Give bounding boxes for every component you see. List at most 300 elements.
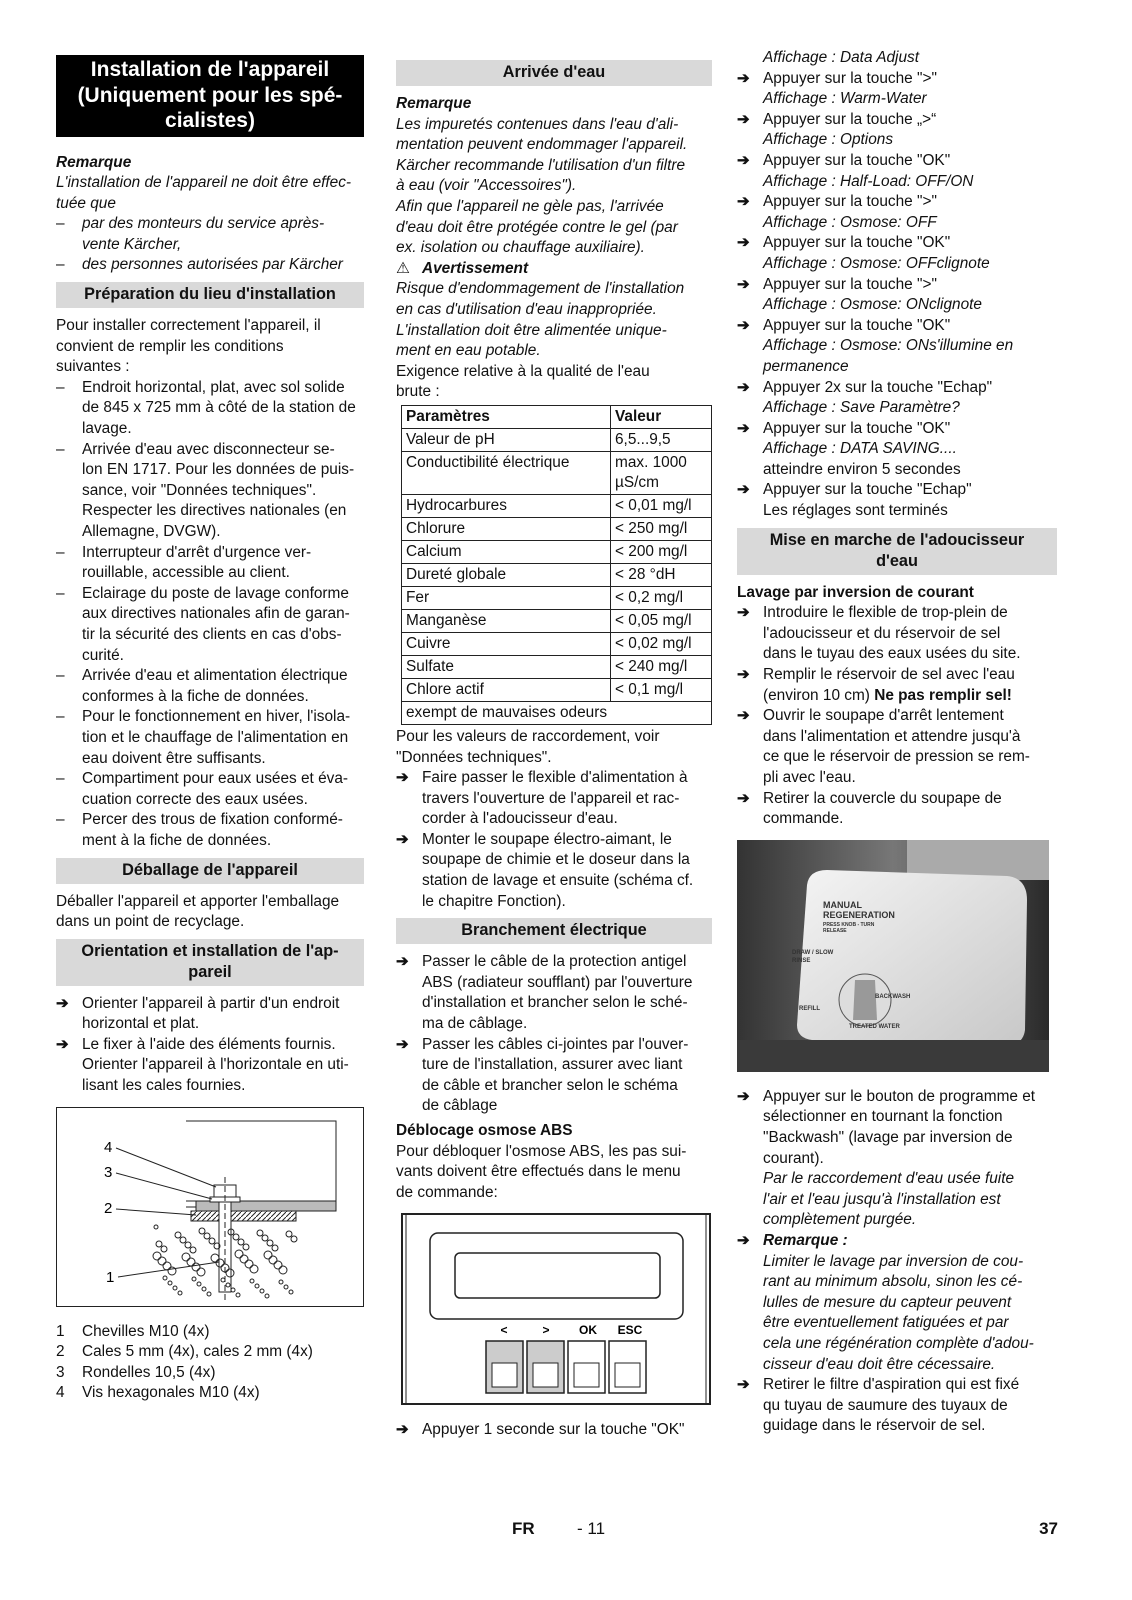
figure-label: PRESS KNOB - TURN [823, 921, 875, 928]
table-footer-row [402, 701, 712, 724]
figure-shape [737, 1040, 1049, 1072]
legend-number: 1 [56, 1322, 65, 1340]
table-cell: < 28 °dH [611, 563, 712, 586]
arrow-right-icon: ➔ [737, 193, 750, 211]
list-item [56, 214, 364, 255]
figure [56, 1107, 364, 1312]
list-item [56, 543, 364, 584]
display-message [737, 398, 1057, 419]
dash-bullet: – [56, 378, 65, 396]
text-line: pli avec l'eau. [763, 769, 856, 786]
display-message [737, 1169, 1057, 1231]
anchor-bolt-diagram [56, 1107, 364, 1307]
section-title-main [56, 55, 364, 137]
legend-item [56, 1383, 364, 1404]
text-line: Retirer le filtre d'aspiration qui est fixé [763, 1376, 1020, 1394]
text-line: Allemagne, DVGW). [82, 523, 221, 540]
legend-item [56, 1322, 364, 1343]
text-line: travers l'ouverture de l'appareil et rac- [422, 789, 680, 807]
text-line: curité. [82, 646, 124, 664]
arrow-right-icon: ➔ [737, 378, 750, 396]
section-heading [56, 282, 364, 308]
text-line: Eclairage du poste de lavage conforme [82, 584, 349, 602]
legend-number: 3 [56, 1363, 65, 1381]
legend-number: 2 [56, 1343, 65, 1361]
display-message [737, 1252, 1057, 1376]
figure-label: MANUAL [823, 899, 862, 910]
instruction-step [396, 830, 712, 912]
text-line: "Backwash" (lavage par inversion de [763, 1128, 1013, 1146]
subheading [396, 1121, 712, 1142]
text-line: L'installation de l'appareil ne doit être effec- [56, 174, 352, 192]
text-segment: Ne pas remplir sel! [874, 686, 1012, 704]
arrow-right-icon: ➔ [737, 789, 750, 807]
arrow-right-icon: ➔ [737, 419, 750, 437]
text-line: l'adoucisseur et du réservoir de sel [763, 624, 1001, 642]
text-line: Installation de l'appareil [90, 58, 330, 81]
control-panel-diagram [396, 1213, 712, 1405]
instruction-step [737, 1375, 1057, 1437]
figure-shape [191, 1211, 296, 1221]
instruction-step [737, 419, 1057, 440]
text-line: Rondelles 10,5 (4x) [82, 1363, 216, 1381]
table-cell: < 0,2 mg/l [611, 586, 712, 609]
figure [396, 1213, 712, 1410]
text-line: ex. isolation ou chauffage auxiliaire). [396, 239, 645, 257]
text-line: dans l'alimentation et attendre jusqu'à [763, 727, 1021, 745]
text-line: des personnes autorisées par Kärcher [82, 256, 343, 274]
text-line: complètement purgée. [763, 1211, 917, 1229]
section-heading [56, 858, 364, 884]
text-line: Avertissement [422, 259, 529, 277]
dash-bullet: – [56, 708, 65, 726]
figure-label: RINSE [792, 957, 811, 964]
list-item [56, 707, 364, 769]
text-line: ABS (radiateur soufflant) par l'ouverture [422, 973, 693, 991]
figure-label: 3 [104, 1163, 113, 1181]
text-line: de câblage [422, 1097, 498, 1115]
text-line: permanence [763, 357, 849, 375]
table-header-cell: Valeur [611, 405, 712, 428]
text-line: Appuyer sur la touche "OK" [763, 316, 951, 334]
text-line: Orienter l'appareil à partir d'un endroit [82, 994, 340, 1012]
text-line: par des monteurs du service après- [82, 215, 325, 233]
arrow-right-icon: ➔ [737, 1231, 750, 1249]
text-line: d'eau [876, 551, 918, 570]
instruction-step [396, 768, 712, 830]
table-cell: Fer [402, 586, 611, 609]
legend-item [56, 1363, 364, 1384]
arrow-right-icon: ➔ [396, 1421, 409, 1439]
figure-shape [533, 1363, 558, 1387]
text-line: Affichage : Osmose: OFF [763, 213, 937, 231]
table-cell: < 0,1 mg/l [611, 678, 712, 701]
text-line: convient de remplir les conditions [56, 337, 284, 355]
figure-shape [797, 870, 1027, 1045]
text-line: cuation correcte des eaux usées. [82, 790, 308, 808]
section-heading [396, 60, 712, 86]
text-line: à eau (voir "Accessoires"). [396, 177, 577, 195]
text-line: Passer le câble de la protection antigel [422, 953, 687, 971]
instruction-step [396, 1420, 712, 1441]
table-row [402, 586, 712, 609]
column-right [737, 48, 1057, 1437]
display-message [737, 130, 1057, 151]
arrow-right-icon: ➔ [737, 481, 750, 499]
arrow-right-icon: ➔ [737, 316, 750, 334]
text-line: Introduire le flexible de trop-plein de [763, 604, 1008, 622]
text-line: Remplir le réservoir de sel avec l'eau [763, 666, 1015, 684]
text-line: Les réglages sont terminés [763, 502, 948, 520]
text-line: Percer des trous de fixation conformé- [82, 811, 343, 829]
text-line: Arrivée d'eau avec disconnecteur se- [82, 440, 335, 458]
figure-label: REGENERATION [823, 909, 895, 920]
table-row [402, 451, 712, 494]
table-cell: < 240 mg/l [611, 655, 712, 678]
text-line: dans un point de recyclage. [56, 913, 245, 931]
instruction-step [737, 275, 1057, 296]
paragraph [396, 362, 712, 403]
figure-label: BACKWASH [875, 993, 911, 1000]
instruction-step [737, 69, 1057, 90]
arrow-right-icon: ➔ [56, 1035, 69, 1053]
text-line: lavage. [82, 420, 132, 438]
text-line: Orienter l'appareil à l'horizontale en uti- [82, 1056, 349, 1074]
paragraph [56, 316, 364, 378]
dash-bullet: – [56, 667, 65, 685]
text-line: Affichage : Half-Load: OFF/ON [763, 172, 974, 190]
text-segment: (environ 10 cm) [763, 686, 875, 704]
table-row [402, 678, 712, 701]
text-line: Orientation et installation de l'ap- [81, 941, 339, 960]
table-cell: max. 1000 µS/cm [611, 451, 712, 494]
text-line: de câble et brancher selon le schéma [422, 1076, 678, 1094]
text-line: ce que le réservoir de pression se rem- [763, 748, 1030, 766]
figure-label: OK [579, 1323, 597, 1338]
table-cell: < 250 mg/l [611, 517, 712, 540]
text-line: Appuyer sur le bouton de programme et [763, 1087, 1036, 1105]
text-line: brute : [396, 383, 440, 401]
column-middle [396, 54, 712, 1441]
text-line: Appuyer sur la touche "OK" [763, 419, 951, 437]
figure-shape [615, 1363, 640, 1387]
instruction-step [737, 110, 1057, 131]
text-line: Respecter les directives nationales (en [82, 502, 347, 520]
text-line: Appuyer sur la touche „>“ [763, 110, 937, 128]
text-line: Les impuretés contenues dans l'eau d'ali- [396, 115, 679, 133]
text-line: rant au minimum absolu, sinon les cé- [763, 1273, 1023, 1291]
table-row [402, 609, 712, 632]
text-line: Vis hexagonales M10 (4x) [82, 1384, 260, 1402]
text-line: Appuyer sur la touche ">" [763, 275, 937, 293]
text-line: atteindre environ 5 secondes [763, 460, 961, 478]
table-cell: Calcium [402, 540, 611, 563]
text-line [763, 686, 1057, 707]
text-line: Appuyer sur la touche "OK" [763, 234, 951, 252]
text-line: Pour le fonctionnement en hiver, l'isola- [82, 708, 351, 726]
text-line: Limiter le lavage par inversion de cou- [763, 1252, 1024, 1270]
water-quality-table [401, 405, 712, 725]
dash-bullet: – [56, 770, 65, 788]
text-line: Affichage : Data Adjust [763, 49, 919, 66]
text-line: mentation peuvent endommager l'appareil. [396, 136, 688, 154]
text-line: Afin que l'appareil ne gèle pas, l'arrivée [396, 197, 664, 215]
text-line: Appuyer 2x sur la touche "Echap" [763, 378, 993, 396]
table-row [402, 494, 712, 517]
text-line: ment à la fiche de données. [82, 831, 272, 849]
table-cell: Dureté globale [402, 563, 611, 586]
text-line: Lavage par inversion de courant [737, 583, 974, 601]
paragraph [396, 1142, 712, 1204]
text-line: "Données techniques". [396, 748, 552, 766]
warning-title [396, 259, 712, 280]
figure-label: RELEASE [823, 927, 847, 934]
table-footer-cell: exempt de mauvaises odeurs [402, 701, 712, 724]
section-heading [737, 528, 1057, 575]
instruction-step [737, 603, 1057, 665]
instruction-step [737, 192, 1057, 213]
note-title [56, 153, 364, 174]
legend-number: 4 [56, 1384, 65, 1402]
text-line: commande. [763, 810, 844, 828]
subheading [737, 583, 1057, 604]
instruction-step [737, 1087, 1057, 1169]
text-line: lon EN 1717. Pour les données de puis- [82, 461, 355, 479]
section-heading [396, 918, 712, 944]
text-line: Affichage : Osmose: OFFclignote [763, 254, 990, 272]
text-line: conformes à la fiche de données. [82, 687, 309, 705]
text-line: Par le raccordement d'eau usée fuite [763, 1170, 1015, 1188]
text-line: aux directives nationales afin de garan- [82, 605, 350, 623]
text-line: tir la sécurité des clients en cas d'obs- [82, 625, 342, 643]
table-row [402, 563, 712, 586]
text-line: Chevilles M10 (4x) [82, 1322, 210, 1340]
list-item [56, 440, 364, 543]
section-heading [56, 939, 364, 986]
list-item [56, 769, 364, 810]
paragraph [56, 892, 364, 933]
text-line: lisant les cales fournies. [82, 1077, 246, 1095]
arrow-right-icon: ➔ [737, 604, 750, 622]
text-line: de commande: [396, 1183, 498, 1201]
text-line: cela une régénération complète d'adou- [763, 1334, 1034, 1352]
text-line: soupape de chimie et le doseur dans la [422, 851, 690, 869]
figure-shape [492, 1363, 517, 1387]
table-cell: 6,5...9,5 [611, 428, 712, 451]
text-line: Affichage : Osmose: ONclignote [763, 296, 982, 314]
text-line: qu tuyau de saumure des tuyaux de [763, 1396, 1008, 1414]
table-row [402, 540, 712, 563]
arrow-right-icon: ➔ [396, 953, 409, 971]
table-cell: Chlore actif [402, 678, 611, 701]
dash-bullet: – [56, 440, 65, 458]
text-line: Remarque [396, 95, 472, 112]
text-line: Risque d'endommagement de l'installation [396, 280, 685, 298]
text-line: Kärcher recommande l'utilisation d'un filtre [396, 156, 686, 174]
text-line: lulles de mesure du capteur peuvent [763, 1293, 1012, 1311]
dash-bullet: – [56, 215, 65, 233]
table-row [402, 655, 712, 678]
text-line: Compartiment pour eaux usées et éva- [82, 770, 349, 788]
legend-item [56, 1342, 364, 1363]
text-line: L'installation doit être alimentée unique- [396, 321, 667, 339]
text-line: Arrivée d'eau et alimentation électrique [82, 667, 348, 685]
arrow-right-icon: ➔ [737, 275, 750, 293]
text-line: de 845 x 725 mm à côté de la station de [82, 399, 356, 417]
figure-label: > [542, 1323, 550, 1338]
italic-paragraph [396, 115, 712, 259]
text-line: corder à l'adoucisseur d'eau. [422, 810, 618, 828]
table-row [402, 632, 712, 655]
instruction-step [737, 233, 1057, 254]
italic-paragraph [396, 279, 712, 361]
text-line: Affichage : DATA SAVING.... [763, 440, 957, 458]
text-line: Affichage : Osmose: ONs'illumine en [763, 337, 1014, 355]
text-line: cisseur d'eau doit être cécessaire. [763, 1355, 996, 1373]
text-line: suivantes : [56, 358, 130, 376]
figure-label: REFILL [799, 1005, 820, 1012]
dash-bullet: – [56, 543, 65, 561]
instruction-step [56, 994, 364, 1035]
list-item [56, 255, 364, 276]
table-row [402, 517, 712, 540]
text-line: Remarque [56, 153, 132, 171]
figure-label: ESC [617, 1323, 643, 1338]
list-item [56, 378, 364, 440]
text-line: ma de câblage. [422, 1015, 528, 1033]
text-line: Branchement électrique [461, 921, 647, 940]
instruction-step [737, 1231, 1057, 1252]
text-line: Pour les valeurs de raccordement, voir [396, 727, 660, 745]
arrow-right-icon: ➔ [737, 1376, 750, 1394]
figure-label: 4 [104, 1138, 113, 1156]
text-line: Monter le soupape électro-aimant, le [422, 830, 672, 848]
text-line: Appuyer sur la touche "Echap" [763, 481, 972, 499]
text-line: Le fixer à l'aide des éléments fournis. [82, 1035, 336, 1053]
text-line: Appuyer 1 seconde sur la touche "OK" [422, 1421, 685, 1439]
text-line: eau doivent être suffisants. [82, 749, 266, 767]
text-line: Appuyer sur la touche ">" [763, 69, 937, 87]
text-line: Mise en marche de l'adoucisseur [769, 530, 1025, 549]
display-message [737, 172, 1057, 193]
text-line: Déballer l'appareil et apporter l'emballage [56, 892, 340, 910]
italic-paragraph [56, 173, 364, 214]
table-cell: Chlorure [402, 517, 611, 540]
display-message [737, 48, 1057, 69]
text-line: cialistes) [165, 109, 255, 132]
text-line: tuée que [56, 194, 116, 212]
page-number: 37 [1039, 1519, 1058, 1538]
text-line: Faire passer le flexible d'alimentation à [422, 769, 688, 787]
text-line: horizontal et plat. [82, 1015, 200, 1033]
text-line: station de lavage et ensuite (schéma cf. [422, 872, 694, 890]
text-line: courant). [763, 1149, 824, 1167]
table-row [402, 428, 712, 451]
text-line: le chapitre Fonction). [422, 892, 566, 910]
note-title [396, 94, 712, 115]
text-line: ment en eau potable. [396, 342, 541, 360]
text-line: vants doivent être effectués dans le menu [396, 1163, 681, 1181]
instruction-step [737, 706, 1057, 788]
figure-label: 1 [106, 1268, 115, 1286]
text-line: Préparation du lieu d'installation [84, 285, 336, 304]
table-cell: Cuivre [402, 632, 611, 655]
text-line: Remarque : [763, 1231, 848, 1249]
text-line: Déblocage osmose ABS [396, 1122, 573, 1139]
indented-text [737, 501, 1057, 522]
table-header-cell: Paramètres [402, 405, 611, 428]
instruction-step [737, 316, 1057, 337]
table-cell: < 0,02 mg/l [611, 632, 712, 655]
table-cell: < 0,05 mg/l [611, 609, 712, 632]
arrow-right-icon: ➔ [737, 69, 750, 87]
indented-text [737, 460, 1057, 481]
text-line: guidage dans le réservoir de sel. [763, 1417, 986, 1435]
display-message [737, 295, 1057, 316]
paragraph [396, 727, 712, 768]
instruction-step [56, 1035, 364, 1097]
display-message [737, 213, 1057, 234]
arrow-right-icon: ➔ [737, 234, 750, 252]
figure-shape [455, 1253, 660, 1298]
text-line: l'air et l'eau jusqu'à l'installation est [763, 1190, 1001, 1208]
table-header-row [402, 405, 712, 428]
text-line: Arrivée d'eau [502, 63, 606, 81]
figure [737, 840, 1057, 1077]
dash-bullet: – [56, 811, 65, 829]
text-line: Déballage de l'appareil [122, 860, 298, 879]
text-line: (Uniquement pour les spé- [77, 83, 343, 107]
instruction-step [737, 480, 1057, 501]
text-line: en cas d'utilisation d'eau inappropriée. [396, 300, 657, 318]
table-cell: Hydrocarbures [402, 494, 611, 517]
text-line: tion et le chauffage de l'alimentation en [82, 728, 349, 746]
figure-shape [853, 980, 877, 1020]
text-line: Affichage : Save Paramètre? [763, 399, 960, 417]
instruction-step [737, 378, 1057, 399]
list-item [56, 584, 364, 666]
list-item [56, 810, 364, 851]
text-line: d'eau doit être protégée contre le gel (par [396, 218, 678, 236]
text-line: dans le tuyau des eaux usées du site. [763, 645, 1021, 663]
table-cell: Conductibilité électrique [402, 451, 611, 494]
arrow-right-icon: ➔ [56, 994, 69, 1012]
text-line: sance, voir "Données techniques". [82, 481, 317, 499]
text-line: Endroit horizontal, plat, avec sol solide [82, 378, 345, 396]
text-line: Cales 5 mm (4x), cales 2 mm (4x) [82, 1343, 313, 1361]
list-item [56, 666, 364, 707]
softener-control-valve-photo [737, 840, 1049, 1072]
display-message [737, 89, 1057, 110]
text-line: pareil [188, 962, 232, 981]
figure-label: < [500, 1323, 508, 1338]
text-line: vente Kärcher, [82, 235, 182, 253]
display-message [737, 439, 1057, 460]
instruction-step [737, 665, 1057, 706]
table-cell: Manganèse [402, 609, 611, 632]
text-line: sélectionner en tournant la fonction [763, 1108, 1003, 1126]
arrow-right-icon: ➔ [737, 151, 750, 169]
text-line: Affichage : Options [763, 131, 894, 149]
arrow-right-icon: ➔ [396, 1035, 409, 1053]
text-line: être eventuellement fatiguées et par [763, 1314, 1009, 1332]
dash-bullet: – [56, 584, 65, 602]
footer-section-page: - 11 [577, 1519, 606, 1538]
text-line: Appuyer sur la touche ">" [763, 193, 937, 211]
arrow-right-icon: ➔ [737, 707, 750, 725]
text-line: Pour débloquer l'osmose ABS, les pas sui- [396, 1142, 687, 1160]
warning-icon: ⚠ [396, 259, 410, 277]
